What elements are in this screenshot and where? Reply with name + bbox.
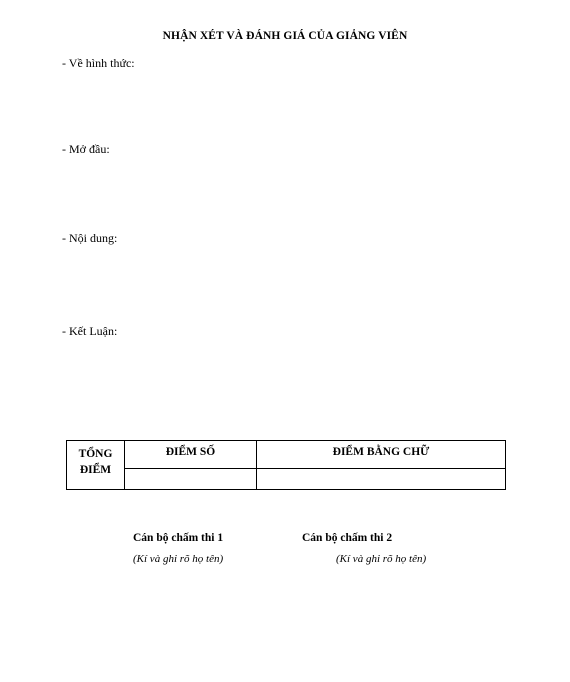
signer-2-note: (Kí và ghi rõ họ tên) (336, 553, 427, 565)
signer-1-note: (Kí và ghi rõ họ tên) (133, 553, 224, 565)
total-score-label-line1: TỔNG (78, 448, 113, 460)
score-number-header: ĐIỂM SỐ (125, 441, 257, 469)
signer-1-block (133, 532, 223, 565)
page-title: NHẬN XÉT VÀ ĐÁNH GIÁ CỦA GIẢNG VIÊN (162, 30, 408, 42)
section-form-label: - Về hình thức: (62, 56, 135, 70)
section-intro-label: - Mở đầu: (62, 142, 110, 156)
section-conclusion-label: - Kết Luận: (62, 324, 118, 338)
score-table-header-row (67, 441, 506, 469)
signer-2-title: Cán bộ chấm thi 2 (302, 532, 393, 544)
signer-1-title: Cán bộ chấm thi 1 (133, 532, 224, 544)
section-content-label: - Nội dung: (62, 231, 118, 245)
score-words-cell (257, 469, 506, 490)
total-score-label-line2: ĐIỂM (79, 464, 112, 476)
score-number-cell (125, 469, 257, 490)
score-table (66, 440, 506, 490)
total-score-label-cell (67, 441, 125, 490)
score-table-value-row (67, 469, 506, 490)
signer-2-block (302, 532, 426, 565)
score-words-header: ĐIỂM BẰNG CHỮ (257, 441, 506, 469)
